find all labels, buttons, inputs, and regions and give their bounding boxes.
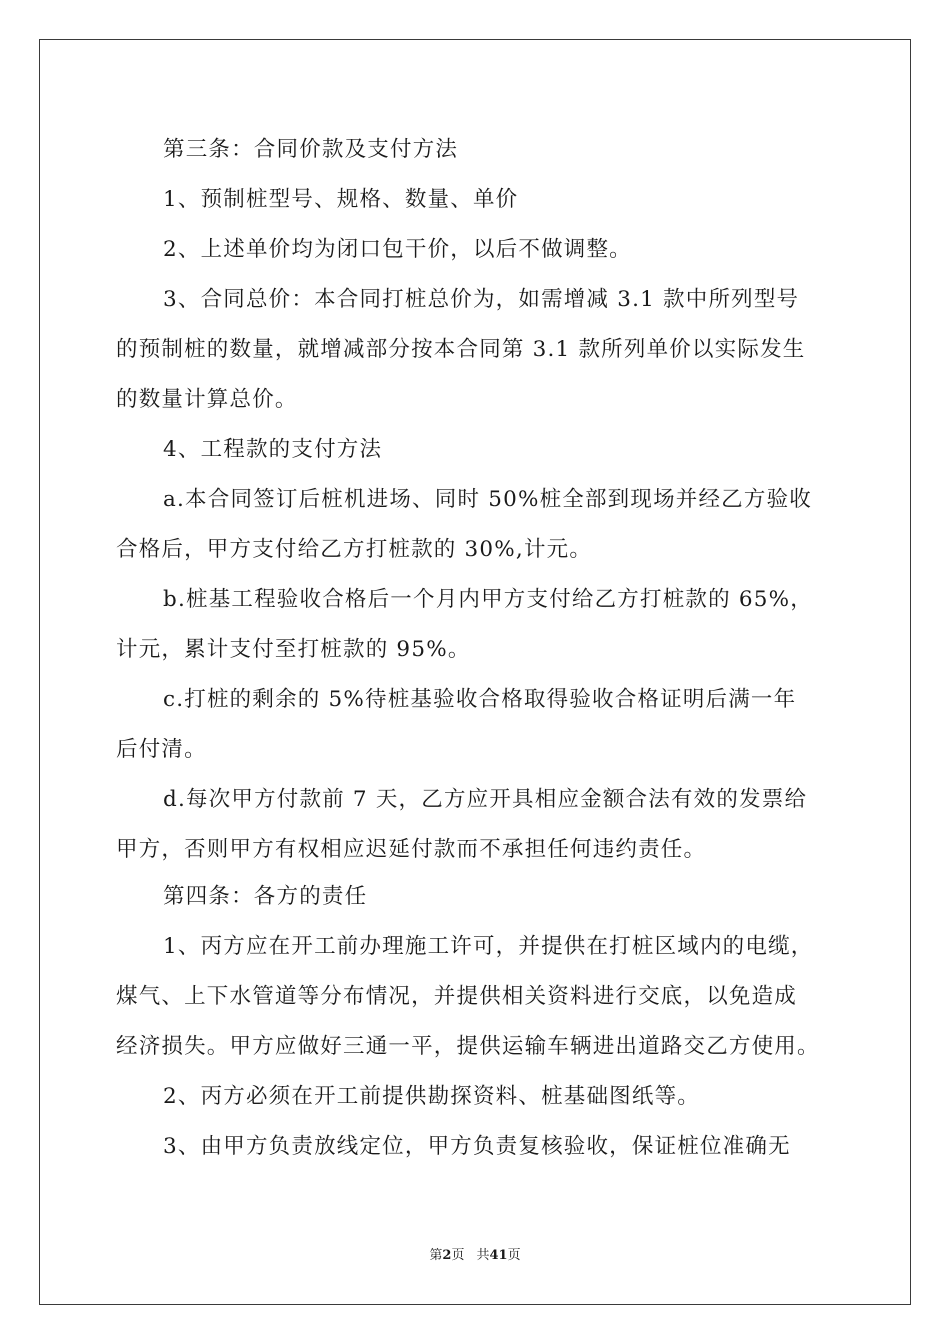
paragraph-line: 3、合同总价：本合同打桩总价为，如需增减 3.1 款中所列型号	[163, 287, 800, 312]
paragraph-line: 3、由甲方负责放线定位，甲方负责复核验收，保证桩位准确无	[163, 1134, 791, 1159]
paragraph-line: d.每次甲方付款前 7 天，乙方应开具相应金额合法有效的发票给	[163, 787, 808, 812]
paragraph-line: 的预制桩的数量，就增减部分按本合同第 3.1 款所列单价以实际发生	[116, 337, 806, 362]
paragraph-line: 4、工程款的支付方法	[163, 437, 383, 462]
paragraph-line: 2、丙方必须在开工前提供勘探资料、桩基础图纸等。	[163, 1084, 700, 1109]
paragraph-line: 1、预制桩型号、规格、数量、单价	[163, 187, 519, 212]
page-number: 2	[442, 1248, 452, 1263]
paragraph-line: 经济损失。甲方应做好三通一平，提供运输车辆进出道路交乙方使用。	[116, 1034, 820, 1059]
article-4-heading: 第四条：各方的责任	[163, 884, 368, 909]
article-3-heading: 第三条：合同价款及支付方法	[163, 137, 459, 162]
total-pages: 41	[489, 1248, 508, 1263]
paragraph-line: 甲方，否则甲方有权相应迟延付款而不承担任何违约责任。	[116, 837, 707, 862]
paragraph-line: b.桩基工程验收合格后一个月内甲方支付给乙方打桩款的 65%，	[163, 587, 813, 612]
paragraph-line: 合格后，甲方支付给乙方打桩款的 30%,计元。	[116, 537, 593, 562]
paragraph-line: 2、上述单价均为闭口包干价，以后不做调整。	[163, 237, 632, 262]
page-label-suffix: 页	[451, 1248, 465, 1263]
paragraph-line: c.打桩的剩余的 5%待桩基验收合格取得验收合格证明后满一年	[163, 687, 797, 712]
total-label-prefix: 共	[476, 1248, 490, 1263]
paragraph-line: 计元，累计支付至打桩款的 95%。	[116, 637, 471, 662]
paragraph-line: a.本合同签订后桩机进场、同时 50%桩全部到现场并经乙方验收	[163, 487, 812, 512]
paragraph-line: 的数量计算总价。	[116, 387, 298, 412]
paragraph-line: 后付清。	[116, 737, 207, 762]
paragraph-line: 煤气、上下水管道等分布情况，并提供相关资料进行交底，以免造成	[116, 984, 798, 1009]
page-footer	[0, 1247, 950, 1265]
paragraph-line: 1、丙方应在开工前办理施工许可，并提供在打桩区域内的电缆，	[163, 934, 814, 959]
page-border	[39, 39, 911, 1305]
total-label-suffix: 页	[507, 1248, 521, 1263]
page-label-prefix: 第	[429, 1248, 443, 1263]
